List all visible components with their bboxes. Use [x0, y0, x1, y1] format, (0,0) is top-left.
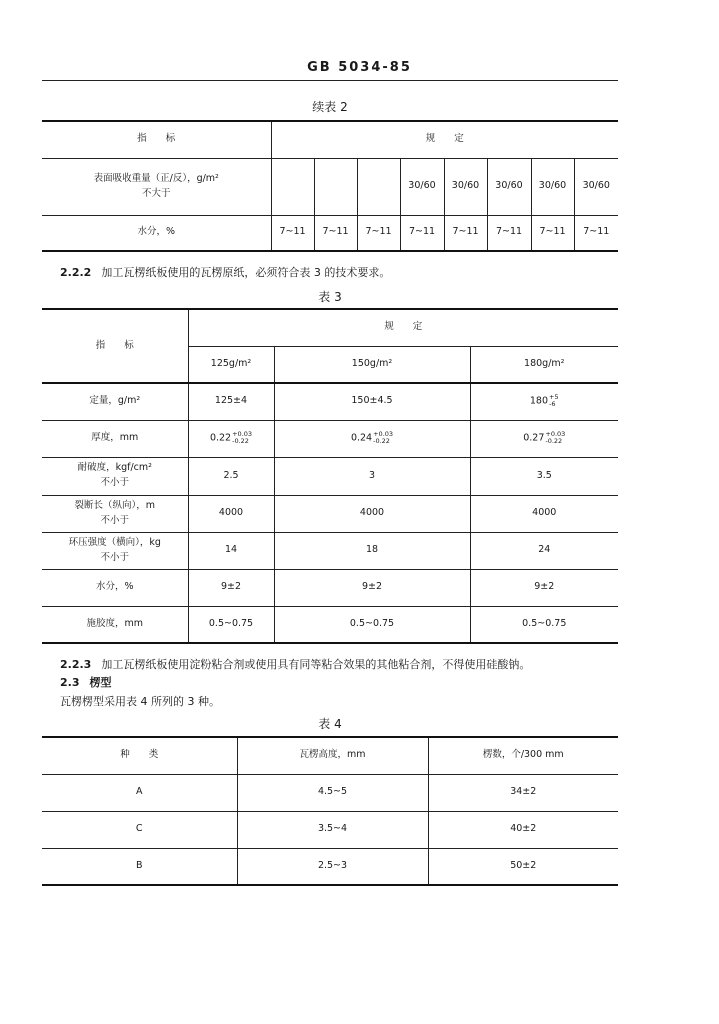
table-row [42, 569, 618, 606]
table-cell: 2.5~3 [237, 848, 428, 885]
table-row [42, 848, 618, 885]
table2 [42, 120, 618, 252]
table-row [42, 606, 618, 643]
table-row [42, 158, 618, 215]
table-cell: 14 [188, 532, 274, 569]
row-label: 表面吸收重量（正/反），g/m² 不大于 [42, 158, 271, 215]
table3 [42, 308, 618, 644]
table-row [42, 215, 618, 251]
table-cell: 125±4 [188, 383, 274, 420]
table-cell: 34±2 [428, 774, 618, 811]
table-cell: B [42, 848, 237, 885]
table-cell [357, 158, 400, 215]
row-label: 施胶度，mm [42, 606, 188, 643]
row-label: 厚度，mm [42, 420, 188, 457]
table2-spec-header: 规 定 [271, 121, 618, 158]
table4-caption: 表 4 [318, 717, 342, 731]
row-label: 水分，% [42, 215, 271, 251]
table-row [42, 811, 618, 848]
paragraph-2-2-3 [60, 656, 530, 672]
table-cell: 9±2 [188, 569, 274, 606]
table-cell: 3.5~4 [237, 811, 428, 848]
table-cell: 4000 [274, 495, 470, 532]
section-2-3 [60, 674, 112, 690]
table-cell: 30/60 [574, 158, 618, 215]
table-cell: 7~11 [357, 215, 400, 251]
table-cell: 0.22 +0.03 -0.22 [188, 420, 274, 457]
header-rule [42, 80, 618, 81]
table-cell: 180 +5 -6 [470, 383, 618, 420]
row-label: 环压强度（横向），kg 不小于 [42, 532, 188, 569]
table-cell: 30/60 [531, 158, 574, 215]
table4-header: 种 类 [42, 737, 237, 774]
clause-text: 加工瓦楞纸板使用淀粉粘合剂或使用具有同等粘合效果的其他粘合剂，不得使用硅酸钠。 [101, 658, 531, 671]
table-cell: 0.27 +0.03 -0.22 [470, 420, 618, 457]
row-label: 裂断长（纵向），m 不小于 [42, 495, 188, 532]
table-cell: 9±2 [470, 569, 618, 606]
table-cell: 24 [470, 532, 618, 569]
table3-caption: 表 3 [318, 290, 342, 304]
table-row [42, 383, 618, 420]
tolerance: +0.03 -0.22 [373, 429, 394, 445]
table-cell: 7~11 [314, 215, 357, 251]
table-row [42, 495, 618, 532]
table-cell: 0.24 +0.03 -0.22 [274, 420, 470, 457]
table-cell: 40±2 [428, 811, 618, 848]
table-cell: 50±2 [428, 848, 618, 885]
table4 [42, 736, 618, 886]
table-cell: 150±4.5 [274, 383, 470, 420]
table-row [42, 457, 618, 495]
table-cell: 18 [274, 532, 470, 569]
standard-number-header: GB 5034-85 [307, 60, 412, 75]
table-cell: C [42, 811, 237, 848]
table-cell: 9±2 [274, 569, 470, 606]
table-cell: 2.5 [188, 457, 274, 495]
table3-body [42, 383, 618, 643]
table-cell: A [42, 774, 237, 811]
table2-caption: 续表 2 [312, 100, 348, 114]
table3-subheader: 180g/m² [470, 346, 618, 383]
table-cell: 30/60 [444, 158, 487, 215]
row-label: 水分，% [42, 569, 188, 606]
section-2-3-text: 瓦楞楞型采用表 4 所列的 3 种。 [60, 695, 220, 708]
table-cell: 3.5 [470, 457, 618, 495]
tolerance: +0.03 -0.22 [232, 429, 253, 445]
table-cell [314, 158, 357, 215]
table-cell: 7~11 [271, 215, 314, 251]
table-cell: 7~11 [487, 215, 531, 251]
table-cell: 3 [274, 457, 470, 495]
row-label: 耐破度，kgf/cm² 不小于 [42, 457, 188, 495]
tolerance: +5 -6 [549, 393, 559, 409]
table-cell: 30/60 [400, 158, 444, 215]
table-cell: 7~11 [531, 215, 574, 251]
table4-header: 楞数，个/300 mm [428, 737, 618, 774]
paragraph-2-2-2 [60, 264, 390, 280]
table-cell: 7~11 [444, 215, 487, 251]
clause-number: 2.2.2 [60, 266, 92, 279]
clause-number: 2.3 [60, 676, 80, 689]
clause-text: 加工瓦楞纸板使用的瓦楞原纸，必须符合表 3 的技术要求。 [101, 266, 391, 279]
table-row [42, 420, 618, 457]
table3-indicator-header: 指 标 [42, 309, 188, 383]
table3-subheader: 125g/m² [188, 346, 274, 383]
table-cell: 0.5~0.75 [188, 606, 274, 643]
table-row [42, 774, 618, 811]
table-cell: 7~11 [574, 215, 618, 251]
table-cell: 0.5~0.75 [274, 606, 470, 643]
table-cell: 0.5~0.75 [470, 606, 618, 643]
table-cell: 30/60 [487, 158, 531, 215]
table3-subheader: 150g/m² [274, 346, 470, 383]
table4-header: 瓦楞高度，mm [237, 737, 428, 774]
table-cell: 4000 [188, 495, 274, 532]
table-cell: 4000 [470, 495, 618, 532]
table-cell: 7~11 [400, 215, 444, 251]
table-cell: 4.5~5 [237, 774, 428, 811]
table3-spec-header: 规 定 [188, 309, 618, 346]
section-title: 楞型 [89, 676, 112, 689]
table2-indicator-header: 指 标 [42, 121, 271, 158]
tolerance: +0.03 -0.22 [545, 429, 566, 445]
row-label: 定量，g/m² [42, 383, 188, 420]
table-row [42, 532, 618, 569]
table-cell [271, 158, 314, 215]
clause-number: 2.2.3 [60, 658, 92, 671]
